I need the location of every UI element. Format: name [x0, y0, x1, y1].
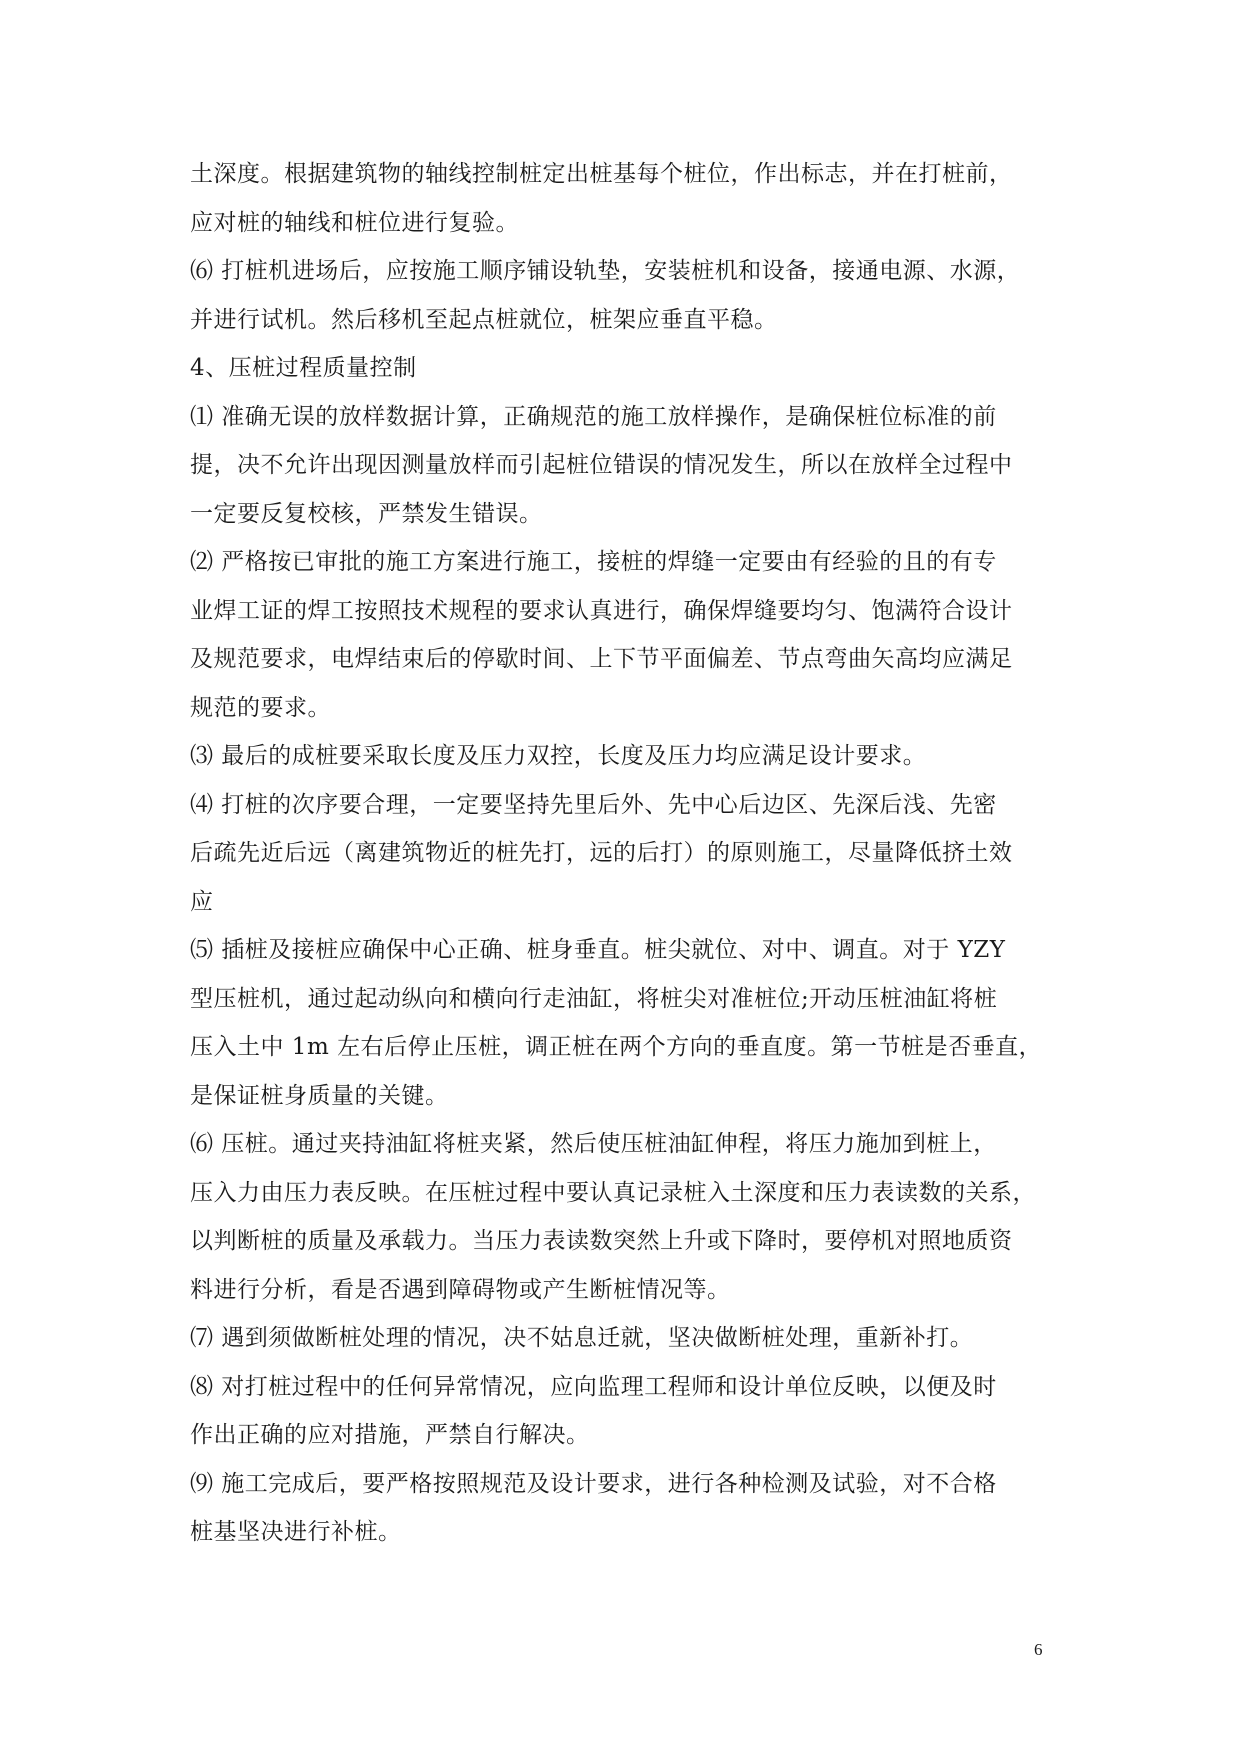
text-line: ⑷ 打桩的次序要合理，一定要坚持先里后外、先中心后边区、先深后浅、先密 [190, 791, 997, 818]
text-line: 作出正确的应对措施，严禁自行解决。 [190, 1422, 590, 1448]
text-line: 提，决不允许出现因测量放样而引起桩位错误的情况发生，所以在放样全过程中 [190, 452, 1013, 478]
text-line: 压入力由压力表反映。在压桩过程中要认真记录桩入土深度和压力表读数的关系， [190, 1179, 1036, 1206]
text-line: ⑹ 打桩机进场后，应按施工顺序铺设轨垫，安装桩机和设备，接通电源、水源， [190, 258, 1021, 284]
text-line: 应对桩的轴线和桩位进行复验。 [190, 209, 519, 236]
text-line: ⑹ 压桩。通过夹持油缸将桩夹紧，然后使压桩油缸伸程，将压力施加到桩上， [190, 1131, 997, 1157]
text-line: 土深度。根据建筑物的轴线控制桩定出桩基每个桩位，作出标志，并在打桩前， [190, 161, 1013, 187]
text-line: ⑻ 对打桩过程中的任何异常情况，应向监理工程师和设计单位反映，以便及时 [190, 1373, 997, 1400]
text-line: 后疏先近后远（离建筑物近的桩先打，远的后打）的原则施工，尽量降低挤土效 [190, 840, 1013, 866]
body-text [190, 150, 1060, 1557]
text-line: 业焊工证的焊工按照技术规程的要求认真进行，确保焊缝要均匀、饱满符合设计 [190, 597, 1013, 624]
text-line: ⑼ 施工完成后，要严格按照规范及设计要求，进行各种检测及试验，对不合格 [190, 1470, 997, 1497]
text-line: ⑸ 插桩及接桩应确保中心正确、桩身垂直。桩尖就位、对中、调直。对于 YZY [190, 937, 1006, 963]
text-line: 压入土中 1m 左右后停止压桩，调正桩在两个方向的垂直度。第一节桩是否垂直， [190, 1034, 1043, 1060]
text-line: 应 [190, 888, 214, 915]
text-line: ⑶ 最后的成桩要采取长度及压力双控，长度及压力均应满足设计要求。 [190, 743, 927, 769]
page-number: 6 [1034, 1640, 1043, 1659]
text-line: 并进行试机。然后移机至起点桩就位，桩架应垂直平稳。 [190, 306, 778, 333]
text-line: 及规范要求，电焊结束后的停歇时间、上下节平面偏差、节点弯曲矢高均应满足 [190, 646, 1013, 672]
text-line: 型压桩机，通过起动纵向和横向行走油缸，将桩尖对准桩位;开动压桩油缸将桩 [190, 985, 998, 1012]
text-line: ⑵ 严格按已审批的施工方案进行施工，接桩的焊缝一定要由有经验的且的有专 [190, 549, 997, 575]
text-line: 规范的要求。 [190, 694, 331, 721]
text-line: 一定要反复校核，严禁发生错误。 [190, 500, 543, 527]
text-line: 料进行分析，看是否遇到障碍物或产生断桩情况等。 [190, 1276, 731, 1303]
section-heading: 4、压桩过程质量控制 [190, 355, 417, 381]
text-line: 是保证桩身质量的关键。 [190, 1082, 449, 1109]
text-line: 以判断桩的质量及承载力。当压力表读数突然上升或下降时，要停机对照地质资 [190, 1228, 1013, 1254]
text-line: ⑴ 准确无误的放样数据计算，正确规范的施工放样操作，是确保桩位标准的前 [190, 403, 997, 430]
text-line: ⑺ 遇到须做断桩处理的情况，决不姑息迁就，坚决做断桩处理，重新补打。 [190, 1325, 974, 1351]
text-line: 桩基坚决进行补桩。 [190, 1519, 402, 1545]
